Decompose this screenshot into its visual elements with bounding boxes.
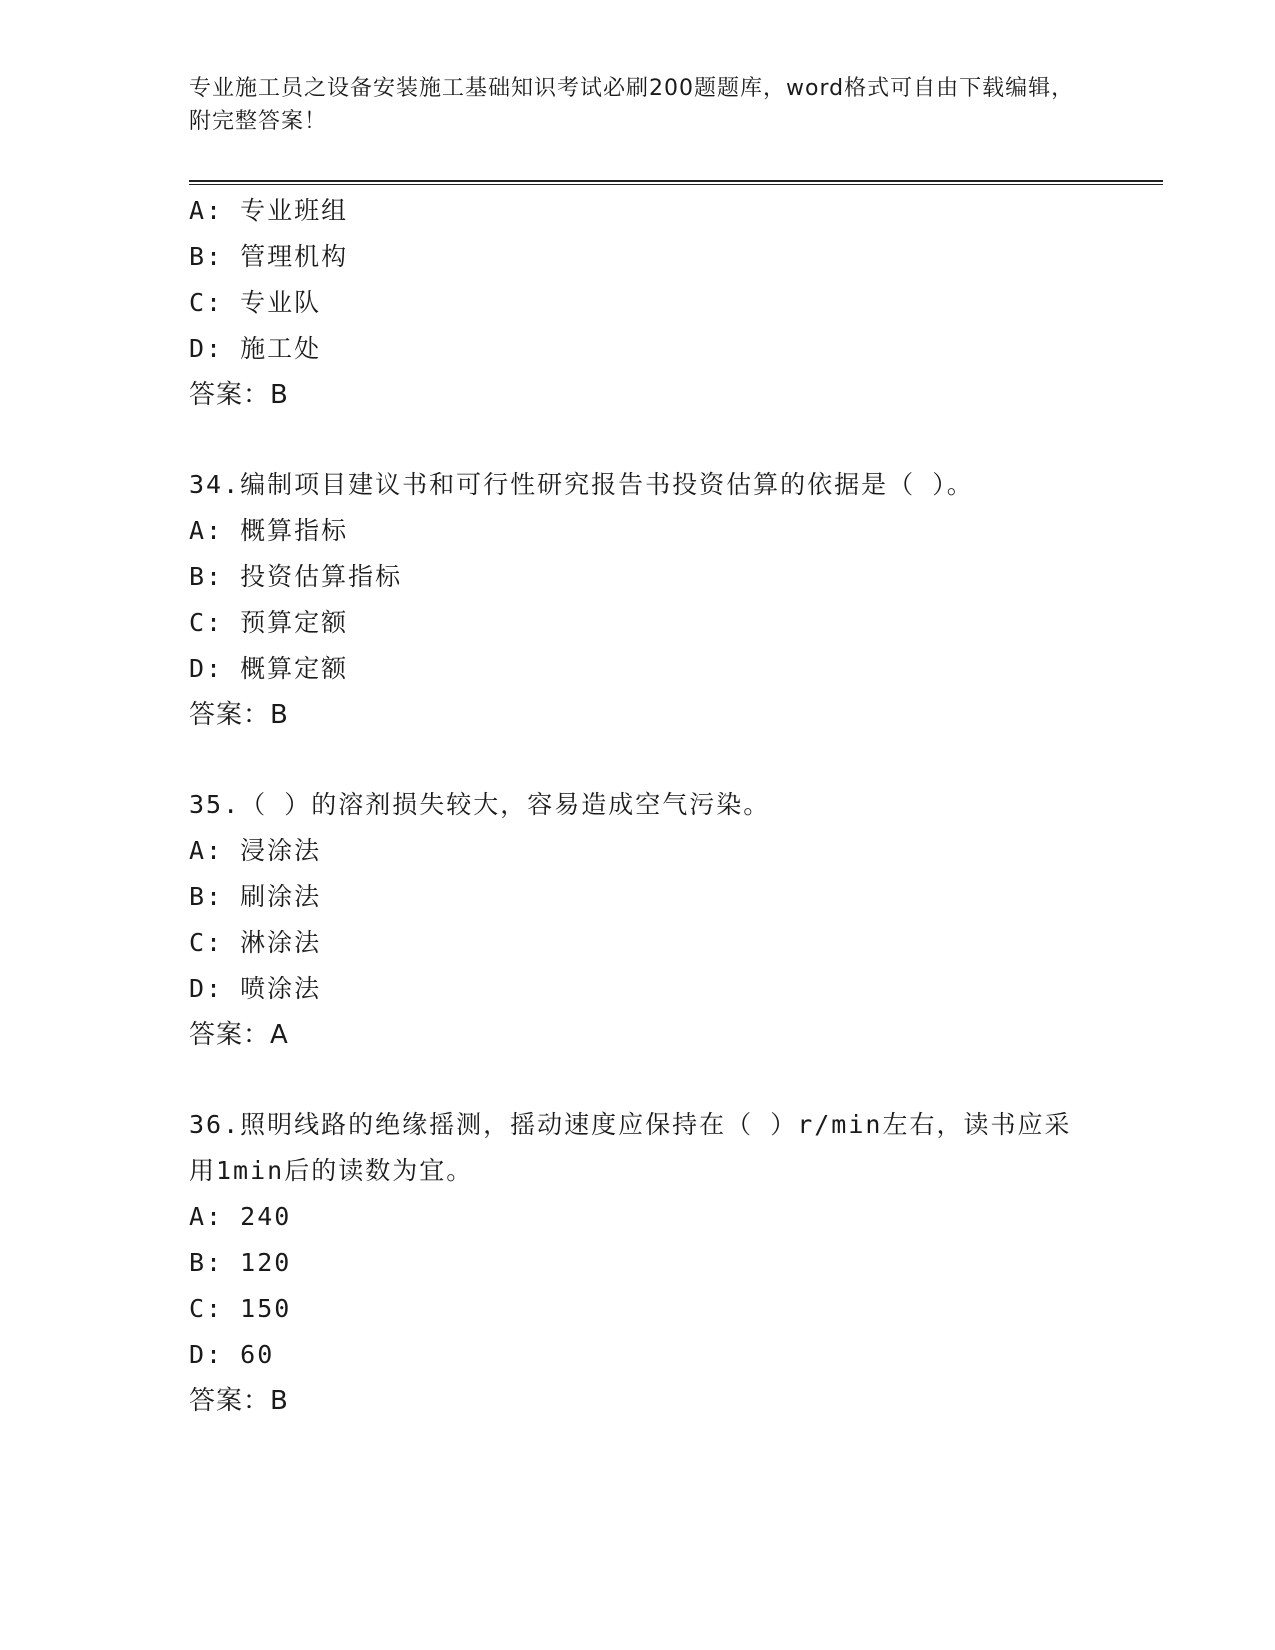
option-c: C: 150 — [189, 1294, 292, 1323]
option-a: A: 专业班组 — [189, 196, 349, 225]
document-header-title: 专业施工员之设备安装施工基础知识考试必刷200题题库，word格式可自由下载编辑，附完整答案！ — [189, 76, 1075, 134]
question-stem: 34.编制项目建议书和可行性研究报告书投资估算的依据是（ ）。 — [189, 470, 974, 499]
question-list — [189, 188, 1089, 1424]
answer-line: 答案：B — [189, 380, 289, 410]
question-stem: 35.（ ）的溶剂损失较大，容易造成空气污染。 — [189, 790, 771, 819]
question-35 — [189, 782, 1089, 1058]
option-b: B: 投资估算指标 — [189, 562, 403, 591]
option-b: B: 管理机构 — [189, 242, 349, 271]
question-stem: 36.照明线路的绝缘摇测，摇动速度应保持在（ ）r/min左右，读书应采用1min后的读数为宜。 — [189, 1110, 1072, 1185]
option-a: A: 概算指标 — [189, 516, 349, 545]
option-d: D: 喷涂法 — [189, 974, 322, 1003]
option-d: D: 概算定额 — [189, 654, 349, 683]
answer-line: 答案：A — [189, 1020, 289, 1050]
question-34 — [189, 462, 1089, 738]
option-d: D: 施工处 — [189, 334, 322, 363]
option-c: C: 淋涂法 — [189, 928, 322, 957]
question-36 — [189, 1102, 1089, 1424]
option-d: D: 60 — [189, 1340, 275, 1369]
question-33-continuation — [189, 188, 1089, 418]
option-b: B: 120 — [189, 1248, 292, 1277]
option-a: A: 240 — [189, 1202, 292, 1231]
option-a: A: 浸涂法 — [189, 836, 322, 865]
option-c: C: 预算定额 — [189, 608, 349, 637]
answer-line: 答案：B — [189, 700, 289, 730]
answer-line: 答案：B — [189, 1386, 289, 1416]
option-c: C: 专业队 — [189, 288, 322, 317]
option-b: B: 刷涂法 — [189, 882, 322, 911]
header-divider — [189, 180, 1163, 185]
